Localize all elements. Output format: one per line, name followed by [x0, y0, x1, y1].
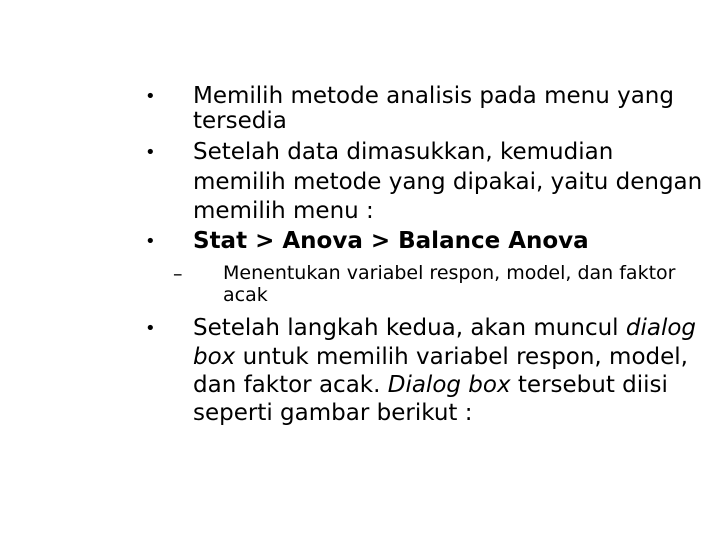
bullet-4-line-4: seperti gambar berikut :	[193, 400, 473, 426]
sub-bullet-marker: –	[173, 263, 183, 285]
bullet-4-line-2-italic: box	[193, 344, 236, 370]
bullet-marker-4: •	[145, 318, 156, 339]
bullet-2-line-2: memilih metode yang dipakai, yaitu dengan	[193, 169, 703, 195]
bullet-4-line-3-italic: Dialog box	[387, 372, 511, 398]
bullet-marker-2: •	[145, 142, 156, 163]
bullet-4-line-1-italic: dialog	[625, 315, 697, 341]
bullet-4-line-1	[193, 316, 696, 340]
bullet-4-line-3-text-c: tersebut diisi	[510, 372, 668, 398]
sub-bullet-line-1: Menentukan variabel respon, model, dan faktor	[223, 262, 676, 284]
bullet-2-line-1: Setelah data dimasukkan, kemudian	[193, 139, 614, 165]
sub-bullet-line-2: acak	[223, 284, 268, 306]
bullet-2-line-3: memilih menu :	[193, 198, 374, 224]
bullet-1-line-2: tersedia	[193, 108, 287, 134]
bullet-4-line-3	[193, 373, 668, 397]
bullet-marker-3: •	[145, 231, 156, 252]
bullet-3-menu-path: Stat > Anova > Balance Anova	[193, 228, 589, 254]
bullet-4-line-2	[193, 345, 688, 369]
bullet-4-line-3-text-a: dan faktor acak.	[193, 372, 388, 398]
bullet-4-line-2-text: untuk memilih variabel respon, model,	[235, 344, 688, 370]
bullet-4-line-1-text: Setelah langkah kedua, akan muncul	[193, 315, 626, 341]
bullet-marker-1: •	[145, 86, 156, 107]
bullet-1-line-1: Memilih metode analisis pada menu yang	[193, 83, 674, 109]
